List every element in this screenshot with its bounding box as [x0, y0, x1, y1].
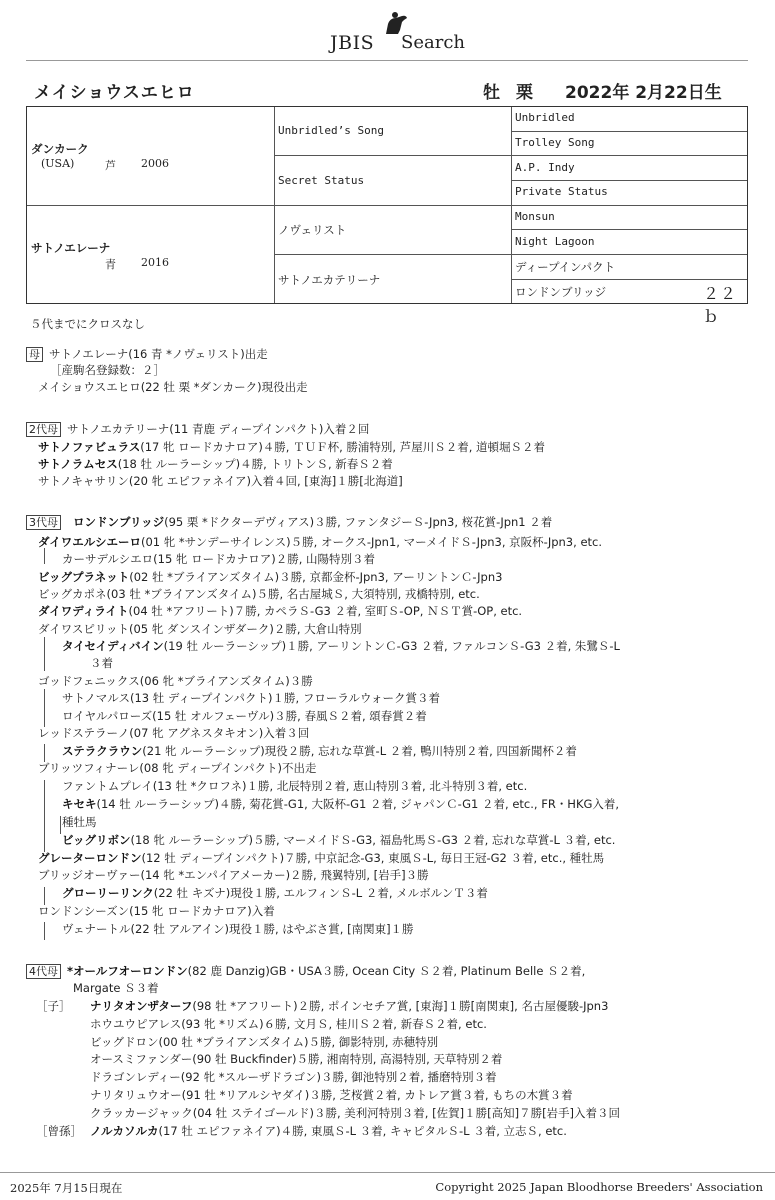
- dam-section-line-2: ［産駒名登録数：２］: [50, 363, 165, 377]
- gen3-ancestor-6: Night Lagoon: [515, 235, 595, 248]
- fourth-dam-head: 4代母 *オールフオーロンドン(82 鹿 Danzig)GB・USA３勝, Ocean City Ｓ２着, Platinum Belle Ｓ２着,: [26, 963, 585, 979]
- sire-year: 2006: [141, 157, 169, 170]
- second-dam-row-2: サトノラムセス(18 牡 ルーラーシップ)４勝, トリトンＳ, 新春Ｓ２着: [38, 457, 393, 471]
- gen2-sire-sire: Unbridled’s Song: [278, 124, 384, 137]
- great-grandchild-row: ノルカソルカ(17 牡 エピファネイア)４勝, 東風Ｓ-L ３着, キャピタルＳ-L ３着, 立志Ｓ, etc.: [90, 1124, 567, 1138]
- third-dam-produce-row: 種牡馬: [62, 815, 97, 829]
- gen3-ancestor-1: Unbridled: [515, 111, 575, 124]
- fourth-dam-produce-row: ドラゴンレディー(92 牝 *スルーザドラゴン)３勝, 御池特別２着, 播磨特別３着: [90, 1070, 497, 1085]
- third-dam-produce-row: ブリッジオーヴァー(14 牝 *エンパイアメーカー)２勝, 飛翼特別, [岩手]３勝: [38, 868, 429, 882]
- third-dam-produce-row: ダイワディライト(04 牡 *アフリート)７勝, カペラＳ-G3 ２着, 室町Ｓ-OP, ＮＳＴ賞-OP, etc.: [38, 604, 523, 618]
- third-dam-produce-row: タイセイディバイン(19 牡 ルーラーシップ)１勝, アーリントンＣ-G3 ２着, ファルコンＳ-G3 ２着, 朱鷺Ｓ-L: [62, 639, 620, 653]
- third-dam-produce-row: レッドステラーノ(07 牝 アグネスタキオン)入着３回: [38, 726, 310, 740]
- fourth-dam-produce-row: ナリタリュウオー(91 牡 *リアルシヤダイ)３勝, 芝桜賞２着, カトレア賞３着, もちの木賞３着: [90, 1088, 573, 1102]
- second-dam-head: 2代母 サトノエカテリーナ(11 青鹿 ディープインパクト)入着２回: [26, 421, 369, 437]
- gen3-ancestor-2: Trolley Song: [515, 136, 595, 149]
- dam-year: 2016: [141, 256, 169, 269]
- third-dam-produce-row: ダイワエルシエーロ(01 牝 *サンデーサイレンス)５勝, オークス-Jpn1, マーメイドＳ-Jpn3, 京阪杯-Jpn3, etc.: [38, 535, 603, 549]
- gen3-ancestor-8: ロンドンブリッジ: [515, 285, 607, 299]
- logo-text-jbis: JBIS: [330, 32, 375, 54]
- third-dam-produce-row: ロンドンシーズン(15 牝 ロードカナロア)入着: [38, 904, 275, 918]
- sire-origin: (USA): [41, 157, 75, 170]
- sire-name: ダンカーク: [31, 142, 89, 156]
- third-dam-produce-row: ゴッドフェニックス(06 牝 *ブライアンズタイム)３勝: [38, 674, 313, 688]
- jbis-search-logo: [328, 10, 468, 52]
- gen2-dam-sire: ノヴェリスト: [278, 223, 347, 237]
- footer-copyright: Copyright 2025 Japan Bloodhorse Breeders' Association: [435, 1180, 763, 1194]
- fourth-dam-produce-row: ナリタオンザターフ(98 牡 *アフリート)２勝, ポインセチア賞, [東海]１勝[南関東], 名古屋優駿-Jpn3: [90, 999, 609, 1013]
- fourth-dam-produce-row: ビッグドロン(00 牡 *ブライアンズタイム)５勝, 御影特別, 赤穂特別: [90, 1034, 439, 1049]
- third-dam-produce-row: グローリーリンク(22 牡 キズナ)現役１勝, エルフィンＳ-L ２着, メルボルンＴ３着: [62, 886, 488, 900]
- dam-section-line-1: 母 サトノエレーナ(16 青 *ノヴェリスト)出走: [26, 346, 268, 362]
- third-dam-produce-row: ３着: [90, 656, 113, 670]
- sire-color: 芦: [105, 159, 116, 172]
- dam-section-line-3: メイショウスエヒロ(22 牡 栗 *ダンカーク)現役出走: [38, 380, 308, 394]
- gen3-ancestor-7: ディープインパクト: [515, 260, 616, 274]
- second-dam-row-1: サトノファビュラス(17 牝 ロードカナロア)４勝, ＴＵＦ杯, 勝浦特別, 芦屋川Ｓ２着, 道頓堀Ｓ２着: [38, 440, 546, 454]
- third-dam-produce-row: ダイワスピリット(05 牝 ダンスインザダーク)２勝, 大倉山特別: [38, 622, 362, 636]
- third-dam-produce-row: ヴェナートル(22 牡 アルアイン)現役１勝, はやぶさ賞, [南関東]１勝: [62, 922, 414, 936]
- logo-text-search: Search: [401, 32, 465, 53]
- third-dam-produce-row: グレーターロンドン(12 牡 ディープインパクト)７勝, 中京記念-G3, 東風Ｓ-L, 毎日王冠-G2 ３着, etc., 種牡馬: [38, 851, 605, 865]
- third-dam-produce-row: ステラクラウン(21 牝 ルーラーシップ)現役２勝, 忘れな草賞-L ２着, 鴨川特別２着, 四国新聞杯２着: [62, 744, 577, 758]
- footer-date: 2025年 7月15日現在: [10, 1181, 123, 1195]
- horse-sex: 牡: [483, 83, 500, 103]
- children-tag: ［子］: [36, 999, 71, 1013]
- third-dam-produce-row: ビッグリボン(18 牝 ルーラーシップ)５勝, マーメイドＳ-G3, 福島牝馬Ｓ-G3 ２着, 忘れな草賞-L ３着, etc.: [62, 833, 616, 847]
- gen2-sire-dam: Secret Status: [278, 174, 365, 187]
- family-number: ２２ｂ: [703, 284, 738, 326]
- horse-color: 栗: [516, 83, 533, 103]
- great-grandchildren-tag: ［曾孫］: [36, 1124, 82, 1138]
- header-divider: [26, 60, 748, 61]
- gen2-dam-dam: サトノエカテリーナ: [278, 273, 381, 287]
- third-dam-produce-row: サトノマルス(13 牡 ディープインパクト)１勝, フローラルウォーク賞３着: [62, 691, 441, 705]
- dam-name: サトノエレーナ: [31, 241, 111, 255]
- third-dam-head: 3代母 ロンドンブリッジ(95 栗 *ドクターデヴィアス)３勝, ファンタジーＳ-Jpn3, 桜花賞-Jpn1 ２着: [26, 514, 552, 530]
- fourth-dam-tag: 4代母: [26, 964, 61, 979]
- second-dam-tag: 2代母: [26, 422, 61, 437]
- third-dam-produce-row: ファントムプレイ(13 牡 *クロフネ)１勝, 北辰特別２着, 恵山特別３着, 北斗特別３着, etc.: [62, 779, 528, 793]
- third-dam-produce-row: ブリッツフィナーレ(08 牝 ディープインパクト)不出走: [38, 761, 317, 775]
- third-dam-produce-row: カーサデルシエロ(15 牝 ロードカナロア)２勝, 山陽特別３着: [62, 552, 376, 566]
- third-dam-produce-row: ビッグプラネット(02 牡 *ブライアンズタイム)３勝, 京都金杯-Jpn3, アーリントンＣ-Jpn3: [38, 570, 503, 584]
- cross-note: ５代までにクロスなし: [30, 317, 145, 331]
- gen3-ancestor-3: A.P. Indy: [515, 161, 575, 174]
- dam-color: 青: [105, 258, 116, 271]
- horse-name: メイショウスエヒロ: [34, 83, 195, 103]
- fourth-dam-produce-row: オースミファンダー(90 牡 Buckfinder)５勝, 湘南特別, 高湯特別, 天草特別２着: [90, 1052, 503, 1067]
- third-dam-produce-row: キセキ(14 牡 ルーラーシップ)４勝, 菊花賞-G1, 大阪杯-G1 ２着, ジャパンＣ-G1 ２着, etc., FR・HKG入着,: [62, 797, 620, 811]
- gen3-ancestor-5: Monsun: [515, 210, 555, 223]
- gen3-ancestor-4: Private Status: [515, 185, 608, 198]
- fourth-dam-produce-row: ホウユウピアレス(93 牝 *リズム)６勝, 文月Ｓ, 桂川Ｓ２着, 新春Ｓ２着, etc.: [90, 1016, 487, 1031]
- footer-divider: [0, 1172, 775, 1173]
- third-dam-produce-row: ビッグカポネ(03 牡 *ブライアンズタイム)５勝, 名古屋城Ｓ, 大須特別, 戎橋特別, etc.: [38, 587, 480, 601]
- fourth-dam-head-cont: Margate Ｓ３着: [73, 981, 159, 995]
- fourth-dam-produce-row: クラッカージャック(04 牡 ステイゴールド)３勝, 美利河特別３着, [佐賀]１勝[高知]７勝[岩手]入着３回: [90, 1105, 621, 1120]
- third-dam-produce-row: ロイヤルパローズ(15 牡 オルフェーヴル)３勝, 春風Ｓ２着, 頌春賞２着: [62, 709, 427, 723]
- horse-birthdate: 2022年 2月22日生: [565, 83, 722, 103]
- third-dam-tag: 3代母: [26, 515, 61, 530]
- dam-tag: 母: [26, 347, 43, 362]
- second-dam-row-3: サトノキャサリン(20 牝 エピファネイア)入着４回, [東海]１勝[北海道]: [38, 474, 403, 488]
